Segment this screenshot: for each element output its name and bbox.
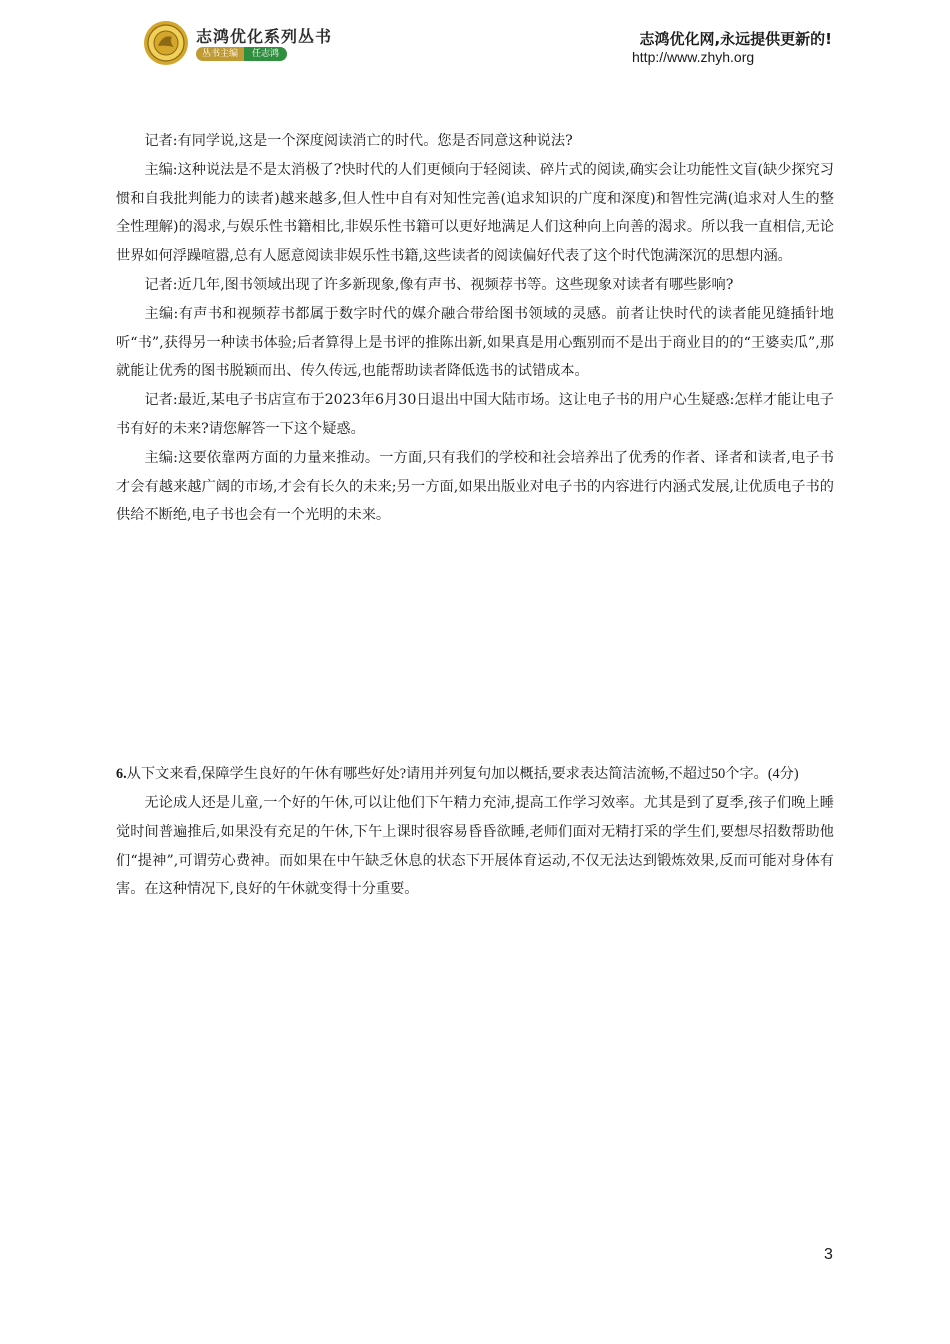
editor-tag: 丛书主编 (196, 47, 244, 61)
site-url: http://www.zhyh.org (632, 49, 755, 65)
page-header (0, 0, 950, 80)
interview-paragraph: 主编:这要依靠两方面的力量来推动。一方面,只有我们的学校和社会培养出了优秀的作者、译者和读者,电子书才会有越来越广阔的市场,才会有长久的未来;另一方面,如果出版业对电子书的内容进行内涵式发展,让优质电子书的供给不断绝,电子书也会有一个光明的未来。 (116, 449, 834, 524)
question-passage: 无论成人还是儿童,一个好的午休,可以让他们下午精力充沛,提高工作学习效率。尤其是到了夏季,孩子们晚上睡觉时间普遍推后,如果没有充足的午休,下午上课时很容易昏昏欲睡,老师们面对无精打采的学生们,要想尽招数帮助他们“提神”,可谓劳心费神。而如果在中午缺乏休息的状态下开展体育运动,不仅无法达到锻炼效果,反而可能对身体有害。在这种情况下,良好的午休就变得十分重要。 (116, 794, 834, 898)
zhihong-emblem-icon (143, 20, 189, 66)
answer-space (116, 530, 834, 760)
page-number: 3 (824, 1246, 833, 1263)
editor-name: 任志鸿 (244, 47, 287, 61)
interview-paragraph: 主编:有声书和视频荐书都属于数字时代的媒介融合带给图书领域的灵感。前者让快时代的读者能见缝插针地听“书”,获得另一种读书体验;后者算得上是书评的推陈出新,如果真是用心甄别而不是出于商业目的的“王婆卖瓜”,那就能让优秀的图书脱颖而出、传久传远,也能帮助读者降低选书的试错成本。 (116, 305, 834, 380)
question-number: 6. (116, 766, 127, 783)
interview-paragraph: 记者:最近,某电子书店宣布于2023年6月30日退出中国大陆市场。这让电子书的用户心生疑惑:怎样才能让电子书有好的未来?请您解答一下这个疑惑。 (116, 392, 834, 437)
interview-paragraph: 主编:这种说法是不是太消极了?快时代的人们更倾向于轻阅读、碎片式的阅读,确实会让功能性文盲(缺少探究习惯和自我批判能力的读者)越来越多,但人性中自有对知性完善(追求知识的广度和深度)和智性完满(追求对人生的整全性理解)的渴求,与娱乐性书籍相比,非娱乐性书籍可以更好地满足人们这种向上向善的渴求。所以我一直相信,无论世界如何浮躁喧嚣,总有人愿意阅读非娱乐性书籍,这些读者的阅读偏好代表了这个时代饱满深沉的思想内涵。 (116, 161, 834, 265)
question-text: 从下文来看,保障学生良好的午休有哪些好处?请用并列复句加以概括,要求表达简洁流畅,不超过50个字。(4分) (126, 766, 799, 783)
series-editor-badge (196, 47, 287, 61)
interview-paragraph: 记者:近几年,图书领域出现了许多新现象,像有声书、视频荐书等。这些现象对读者有哪些影响? (144, 276, 734, 293)
interview-paragraph: 记者:有同学说,这是一个深度阅读消亡的时代。您是否同意这种说法? (144, 133, 573, 149)
question-prompt (116, 760, 834, 789)
site-slogan: 志鸿优化网,永远提供更新的! (639, 30, 832, 48)
page-content (116, 127, 834, 904)
series-title: 志鸿优化系列丛书 (196, 27, 333, 46)
